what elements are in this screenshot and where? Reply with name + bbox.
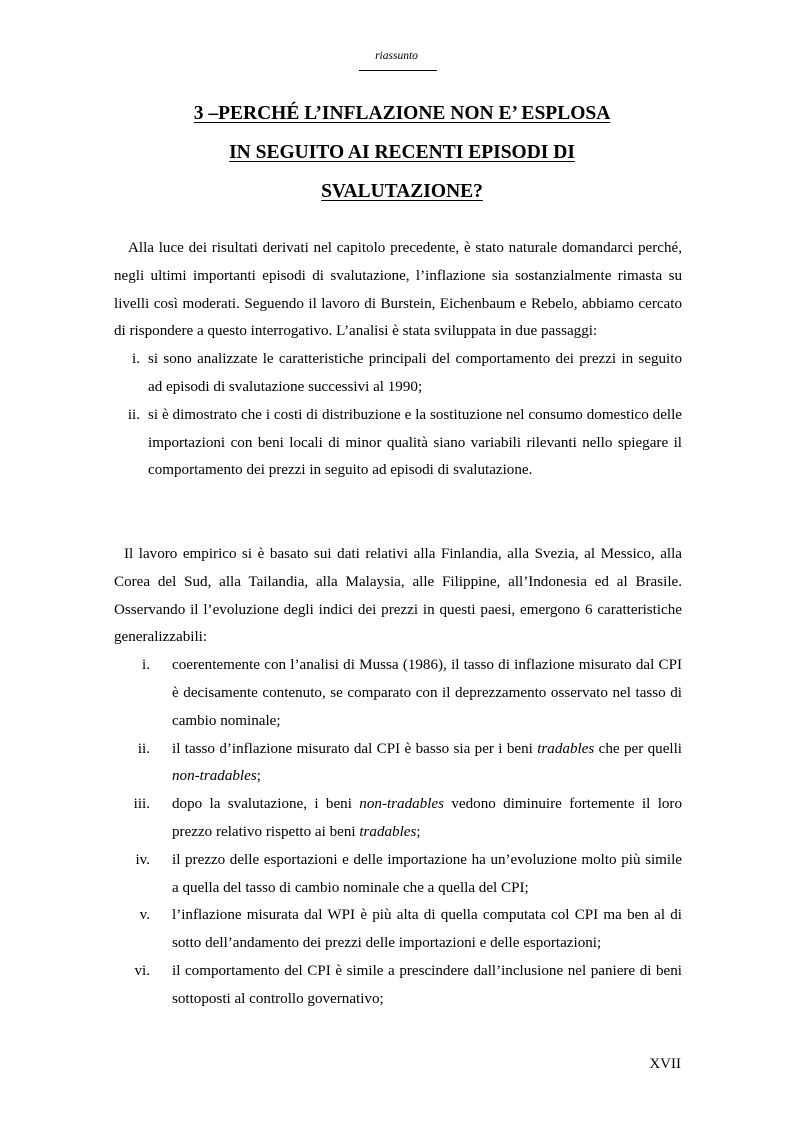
list-item xyxy=(114,902,682,958)
list-item-number: ii. xyxy=(127,406,140,423)
list-item-number: iii. xyxy=(133,796,150,813)
list-item xyxy=(114,402,682,485)
list-item-text: vedono diminuire fortemente il loro prezzo relativo rispetto ai beni xyxy=(172,796,683,840)
section-title xyxy=(60,94,744,211)
list-item-text: ; xyxy=(256,768,261,785)
page-number: XVII xyxy=(649,1056,681,1072)
italic-term: non-tradables xyxy=(359,796,444,813)
list-item-text: che per quelli xyxy=(594,740,682,757)
list-item-text: ; xyxy=(416,823,421,840)
list-item-text: si sono analizzate le caratteristiche principali del comportamento dei prezzi in seguito ad episodi di svalutazione successivi al 1990; xyxy=(148,351,682,395)
empirical-paragraph: Il lavoro empirico si è basato sui dati relativi alla Finlandia, alla Svezia, al Messico, alla Corea del Sud, alla Tailandia, alla Malaysia, alle Filippine, all’Indonesia ed al Brasile. Osservando il l’evoluzione degli indici dei prezzi in questi paesi, emergono 6 caratteristiche generalizzabili: xyxy=(114,546,682,646)
list-item-text: dopo la svalutazione, i beni xyxy=(172,796,360,813)
running-head: riassunto xyxy=(375,50,418,62)
list-item-number: iv. xyxy=(135,851,150,868)
characteristics-list xyxy=(114,652,682,1013)
intro-paragraph: Alla luce dei risultati derivati nel capitolo precedente, è stato naturale domandarci perché, negli ultimi importanti episodi di svalutazione, l’inflazione sia sostanzialmente rimasta su livelli così moderati. Seguendo il lavoro di Burstein, Eichenbaum e Rebelo, abbiamo cercato di rispondere a questo interrogativo. L’analisi è stata sviluppata in due passaggi: xyxy=(114,240,682,340)
list-item-number: vi. xyxy=(134,962,150,979)
list-item-text: il prezzo delle esportazioni e delle importazione ha un’evoluzione molto più simile a quella del tasso di cambio nominale che a quella del CPI; xyxy=(172,851,682,896)
list-item xyxy=(114,736,682,792)
section-1 xyxy=(114,235,682,485)
list-item-number: v. xyxy=(139,907,150,924)
list-item xyxy=(114,791,682,847)
list-item xyxy=(114,958,682,1014)
list-item-text: il comportamento del CPI è simile a prescindere dall’inclusione nel paniere di beni sottoposti al controllo governativo; xyxy=(172,962,682,1007)
italic-term: tradables xyxy=(537,740,595,757)
header-rule xyxy=(359,70,437,71)
list-item-text: si è dimostrato che i costi di distribuzione e la sostituzione nel consumo domestico delle importazioni con beni locali di minor qualità siano variabili rilevanti nello spiegare il comportamento dei prezzi in seguito ad episodi di svalutazione. xyxy=(148,406,682,479)
title-line-3: SVALUTAZIONE? xyxy=(321,181,483,202)
italic-term: non-tradables xyxy=(172,768,257,785)
steps-list xyxy=(114,346,682,485)
list-item-text: il tasso d’inflazione misurato dal CPI è basso sia per i beni xyxy=(172,740,538,757)
list-item-number: i. xyxy=(142,657,150,674)
list-item-number: i. xyxy=(132,351,140,368)
list-item-text: coerentemente con l’analisi di Mussa (1986), il tasso di inflazione misurato dal CPI è decisamente contenuto, se comparato con il deprezzamento osservato nel tasso di cambio nominale; xyxy=(172,657,682,729)
section-2 xyxy=(114,541,682,1014)
list-item xyxy=(114,652,682,735)
title-line-2: IN SEGUITO AI RECENTI EPISODI DI xyxy=(229,142,575,163)
title-line-1: 3 –PERCHÉ L’INFLAZIONE NON E’ ESPLOSA xyxy=(193,103,611,124)
list-item-number: ii. xyxy=(137,740,150,757)
italic-term: tradables xyxy=(359,823,417,840)
list-item xyxy=(114,847,682,903)
list-item xyxy=(114,346,682,402)
list-item-text: l’inflazione misurata dal WPI è più alta di quella computata col CPI ma ben al di sotto dell’andamento dei prezzi delle importazioni e delle esportazioni; xyxy=(172,907,682,952)
